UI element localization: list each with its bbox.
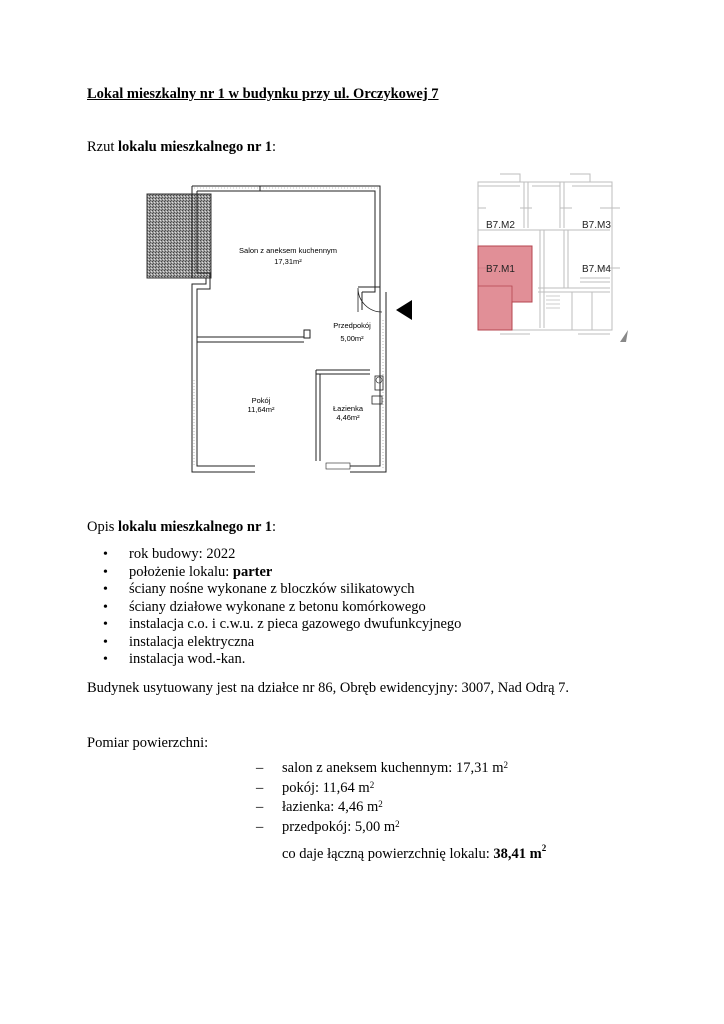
measurement-item: – łazienka: 4,46 $m^2$	[256, 798, 508, 818]
measurement-item: – przedpokój: 5,00 $m^2$	[256, 818, 508, 838]
desc-heading-bold: lokalu mieszkalnego nr 1	[118, 519, 273, 535]
list-item: • położenie lokalu: parter	[103, 563, 273, 580]
total-prefix: co daje łączną powierzchnię lokalu:	[282, 846, 494, 862]
list-item: • instalacja elektryczna	[103, 633, 255, 650]
bullet-icon: •	[103, 634, 108, 650]
room-area-przedpokoj: 5,00m²	[340, 334, 364, 343]
plan-heading-bold: lokalu mieszkalnego nr 1	[118, 139, 273, 155]
bullet-icon: •	[103, 617, 108, 632]
room-label-pokoj: Pokój	[251, 396, 271, 405]
floor-plan	[140, 180, 420, 475]
list-item: • rok budowy: 2022	[103, 546, 236, 562]
room-area-pokoj: 11,64m²	[247, 405, 275, 414]
room-label-lazienka: Łazienka	[332, 404, 364, 413]
unit-label-m4: B7.M4	[582, 264, 611, 275]
bottom-door-opening	[326, 463, 350, 469]
dash-icon: –	[256, 760, 264, 776]
bullet-icon: •	[103, 652, 108, 667]
total-value: 38,41 $m^2$	[493, 843, 547, 862]
room-area-salon: 17,31m²	[274, 257, 302, 266]
key-plan	[460, 168, 635, 346]
bullet-icon: •	[103, 547, 108, 562]
bullet-icon: •	[103, 599, 108, 615]
list-item: • ściany działowe wykonane z betonu komórkowego	[103, 598, 426, 615]
measurement-item: – salon z aneksem kuchennym: 17,31 $m^2$	[256, 759, 508, 779]
measurement-item: – pokój: 11,64 $m^2$	[256, 779, 508, 799]
bullet-icon: •	[103, 582, 108, 597]
unit-label-m3: B7.M3	[582, 220, 611, 231]
measurement-heading: Pomiar powierzchni:	[87, 735, 209, 751]
plan-heading-prefix: Rzut	[87, 139, 119, 155]
balcony	[147, 194, 211, 278]
stairs	[546, 292, 560, 308]
plan-heading-suffix: :	[272, 139, 277, 155]
description-heading	[87, 519, 276, 536]
unit-m1-highlight	[478, 246, 532, 330]
measurement-list	[256, 759, 508, 837]
entry-arrow-icon	[396, 300, 412, 320]
desc-heading-suffix: :	[272, 519, 277, 535]
location-text: Budynek usytuowany jest na działce nr 86, Obręb ewidencyjny: 3007, Nad Odrą 7.	[87, 680, 570, 696]
document-title: Lokal mieszkalny nr 1 w budynku przy ul. Orczykowej 7	[87, 86, 439, 102]
list-item: • instalacja c.o. i c.w.u. z pieca gazowego dwufunkcyjnego	[103, 616, 462, 632]
room-label-salon: Salon z aneksem kuchennym	[239, 246, 337, 255]
bullet-icon: •	[103, 564, 108, 580]
north-arrow-icon	[620, 330, 628, 342]
unit-label-m2: B7.M2	[486, 220, 515, 231]
dash-icon: –	[256, 799, 264, 815]
room-area-lazienka: 4,46m²	[336, 413, 360, 422]
list-item: • ściany nośne wykonane z bloczków silikatowych	[103, 581, 415, 597]
total-area	[282, 843, 547, 863]
unit-label-m1: B7.M1	[486, 264, 515, 275]
dash-icon: –	[256, 818, 264, 835]
description-list	[87, 546, 461, 669]
list-item: • instalacja wod.-kan.	[103, 651, 246, 667]
plan-heading	[87, 139, 276, 156]
dash-icon: –	[256, 779, 264, 796]
desc-heading-prefix: Opis	[87, 519, 119, 535]
room-label-przedpokoj: Przedpokój	[333, 321, 371, 330]
